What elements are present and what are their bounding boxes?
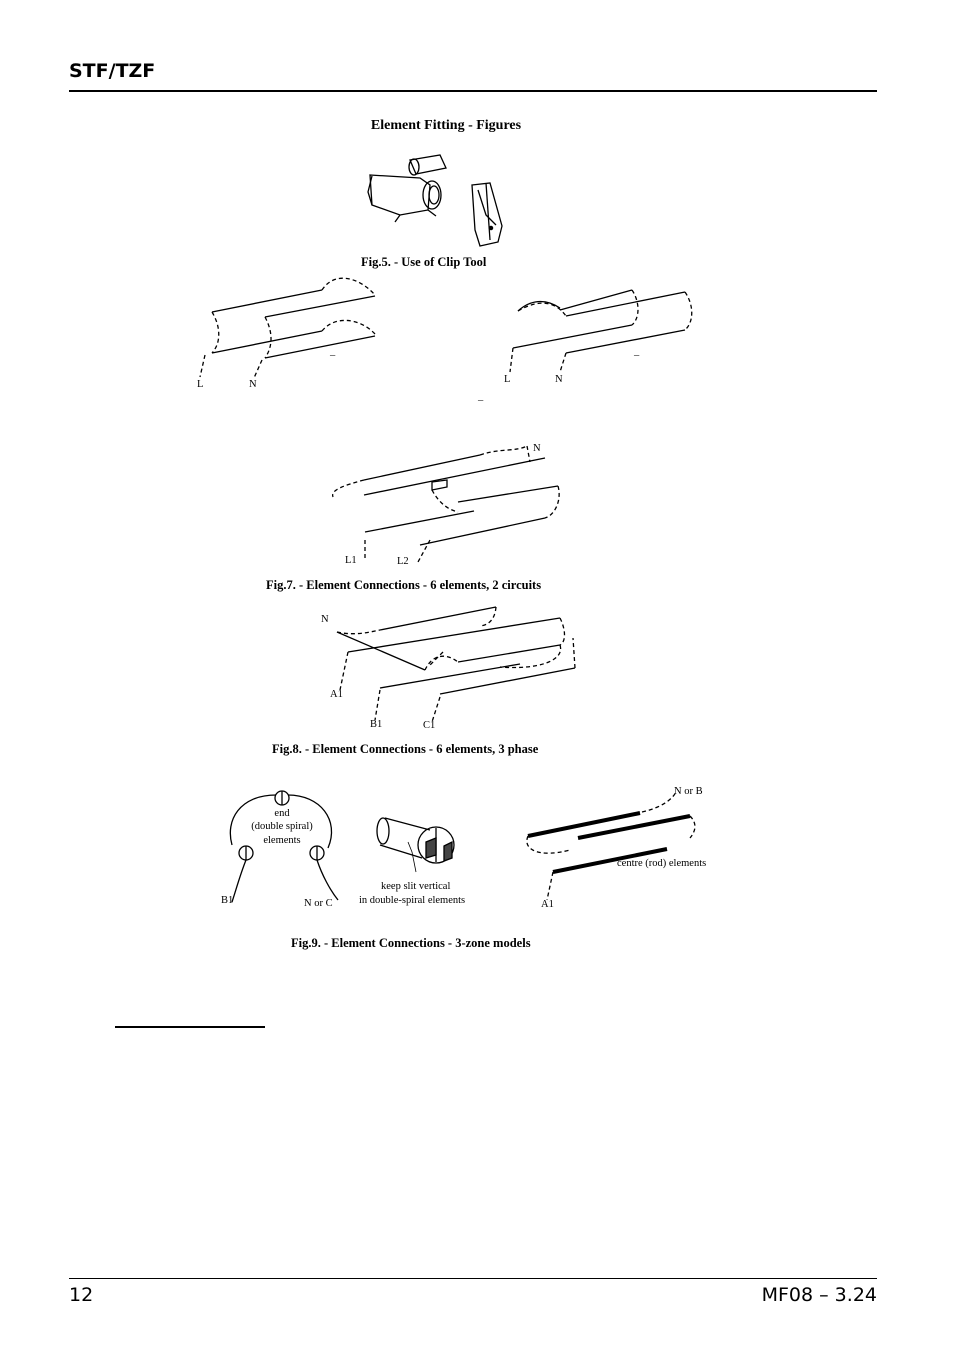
fig7-label-n: N xyxy=(533,443,541,454)
fig7-label-l1: L1 xyxy=(345,555,357,566)
footnote-rule xyxy=(115,1026,265,1028)
fig9-centre-label: centre (rod) elements xyxy=(617,858,707,869)
fig8-label-a1: A1 xyxy=(330,689,343,700)
fig7-elements xyxy=(333,446,560,562)
fig8-caption: Fig.8. - Element Connections - 6 elements, 3 phase xyxy=(272,742,539,756)
fig8-label-c1: C1 xyxy=(423,720,436,731)
fig9-label-b1: B1 xyxy=(221,895,234,906)
fig6-left-label-n: N xyxy=(249,379,257,390)
fig9-keep-slit-1: keep slit vertical xyxy=(381,881,451,892)
document-code: MF08 – 3.24 xyxy=(761,1284,877,1306)
fig9-label-a1: A1 xyxy=(541,899,554,910)
fig6-right-label-n: N xyxy=(555,374,563,385)
fig9-end-label-2: (double spiral) xyxy=(251,821,313,832)
fig6-right-mark: – xyxy=(634,350,640,361)
fig9-label-n-or-b: N or B xyxy=(674,786,703,797)
fig9-keep-slit-2: in double-spiral elements xyxy=(359,895,466,906)
fig6-left-elements xyxy=(200,278,375,378)
fig9-caption: Fig.9. - Element Connections - 3-zone models xyxy=(291,936,531,950)
fig7-label-l2: L2 xyxy=(397,556,409,567)
fig7-caption: Fig.7. - Element Connections - 6 elements, 2 circuits xyxy=(266,578,542,592)
fig5-clip-tool-illustration xyxy=(368,155,502,246)
fig6-left-mark: – xyxy=(330,350,336,361)
fig6-right-elements xyxy=(510,290,692,372)
fig9-label-n-or-c: N or C xyxy=(304,898,333,909)
fig8-elements xyxy=(337,607,575,722)
page-number: 12 xyxy=(69,1284,94,1306)
fig6-right-label-l: L xyxy=(504,374,511,385)
page-title: Element Fitting - Figures xyxy=(370,118,522,133)
fig6-under-mark: – xyxy=(478,395,484,406)
header-title: STF/TZF xyxy=(69,60,156,82)
fig9-end-label-1: end xyxy=(274,808,290,819)
fig5-caption: Fig.5. - Use of Clip Tool xyxy=(361,255,487,269)
footer-rule xyxy=(69,1278,877,1279)
fig6-left-label-l: L xyxy=(197,379,204,390)
fig8-label-b1: B1 xyxy=(370,719,383,730)
fig8-label-n: N xyxy=(321,614,329,625)
fig9-end-label-3: elements xyxy=(263,835,301,846)
